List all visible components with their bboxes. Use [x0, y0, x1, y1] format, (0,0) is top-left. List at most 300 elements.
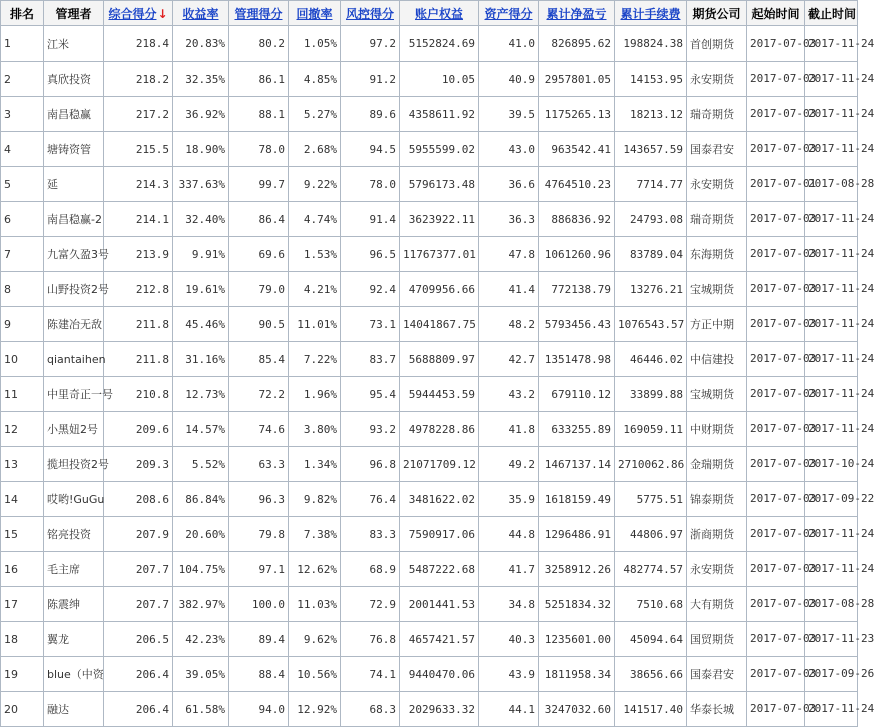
drawdown-cell: 5.27%	[289, 97, 341, 132]
table-row	[1, 552, 858, 587]
start-date-cell: 2017-07-03	[747, 272, 805, 307]
asset-score-cell: 43.0	[479, 132, 539, 167]
table-row	[1, 167, 858, 202]
fee-cell: 33899.88	[615, 377, 687, 412]
rank-cell: 1	[1, 26, 44, 62]
net-pnl-cell: 1351478.98	[539, 342, 615, 377]
rank-cell: 8	[1, 272, 44, 307]
company-cell: 中财期货	[687, 412, 747, 447]
rank-cell: 3	[1, 97, 44, 132]
manager-cell: 陈震绅	[44, 587, 104, 622]
start-date-cell: 2017-07-03	[747, 587, 805, 622]
company-cell: 中信建投	[687, 342, 747, 377]
mgmt-score-cell: 99.7	[229, 167, 289, 202]
start-date-cell: 2017-07-03	[747, 692, 805, 727]
fee-cell: 198824.38	[615, 26, 687, 62]
table-row	[1, 202, 858, 237]
company-cell: 首创期货	[687, 26, 747, 62]
rank-cell: 17	[1, 587, 44, 622]
asset-score-cell: 49.2	[479, 447, 539, 482]
end-date-cell: 2017-11-24	[805, 132, 858, 167]
score-cell: 218.4	[104, 26, 173, 62]
asset-score-cell: 44.8	[479, 517, 539, 552]
end-date-cell: 2017-08-28	[805, 167, 858, 202]
company-cell: 方正中期	[687, 307, 747, 342]
net-pnl-cell: 826895.62	[539, 26, 615, 62]
return-cell: 19.61%	[173, 272, 229, 307]
risk-score-cell: 83.3	[341, 517, 400, 552]
asset-score-cell: 43.2	[479, 377, 539, 412]
score-cell: 206.4	[104, 692, 173, 727]
start-date-cell: 2017-07-03	[747, 307, 805, 342]
equity-cell: 3623922.11	[400, 202, 479, 237]
start-date-cell: 2017-07-03	[747, 517, 805, 552]
fee-cell: 13276.21	[615, 272, 687, 307]
risk-score-cell: 76.4	[341, 482, 400, 517]
score-cell: 208.6	[104, 482, 173, 517]
drawdown-cell: 7.22%	[289, 342, 341, 377]
return-cell: 9.91%	[173, 237, 229, 272]
start-date-cell: 2017-07-03	[747, 622, 805, 657]
manager-cell: 真欣投资	[44, 62, 104, 97]
manager-cell: 延	[44, 167, 104, 202]
end-date-cell: 2017-11-24	[805, 26, 858, 62]
asset-score-cell: 39.5	[479, 97, 539, 132]
return-cell: 20.83%	[173, 26, 229, 62]
company-cell: 宝城期货	[687, 272, 747, 307]
asset-score-cell: 41.8	[479, 412, 539, 447]
net-pnl-cell: 1296486.91	[539, 517, 615, 552]
table-row	[1, 272, 858, 307]
fee-cell: 83789.04	[615, 237, 687, 272]
rank-cell: 13	[1, 447, 44, 482]
table-row	[1, 412, 858, 447]
rank-cell: 6	[1, 202, 44, 237]
header-row	[1, 1, 858, 26]
end-date-cell: 2017-08-28	[805, 587, 858, 622]
asset-score-cell: 41.0	[479, 26, 539, 62]
drawdown-cell: 1.34%	[289, 447, 341, 482]
fee-cell: 18213.12	[615, 97, 687, 132]
asset-score-cell: 47.8	[479, 237, 539, 272]
table-row	[1, 237, 858, 272]
col-start-header: 起始时间	[747, 1, 805, 26]
end-date-cell: 2017-11-23	[805, 622, 858, 657]
risk-score-cell: 74.1	[341, 657, 400, 692]
return-cell: 14.57%	[173, 412, 229, 447]
mgmt-score-cell: 79.8	[229, 517, 289, 552]
rank-cell: 11	[1, 377, 44, 412]
drawdown-cell: 9.22%	[289, 167, 341, 202]
risk-score-cell: 72.9	[341, 587, 400, 622]
score-cell: 213.9	[104, 237, 173, 272]
equity-cell: 5944453.59	[400, 377, 479, 412]
manager-cell: 小黑妞2号	[44, 412, 104, 447]
rank-cell: 9	[1, 307, 44, 342]
score-cell: 206.4	[104, 657, 173, 692]
score-cell: 209.3	[104, 447, 173, 482]
col-mgmt-score-header[interactable]: 管理得分	[229, 1, 289, 26]
manager-cell: qiantaihen	[44, 342, 104, 377]
asset-score-cell: 34.8	[479, 587, 539, 622]
score-cell: 212.8	[104, 272, 173, 307]
rank-cell: 5	[1, 167, 44, 202]
return-cell: 20.60%	[173, 517, 229, 552]
end-date-cell: 2017-11-24	[805, 62, 858, 97]
asset-score-cell: 41.7	[479, 552, 539, 587]
col-manager-header: 管理者	[44, 1, 104, 26]
company-cell: 国贸期货	[687, 622, 747, 657]
mgmt-score-cell: 89.4	[229, 622, 289, 657]
start-date-cell: 2017-07-03	[747, 97, 805, 132]
asset-score-cell: 35.9	[479, 482, 539, 517]
mgmt-score-cell: 96.3	[229, 482, 289, 517]
rank-cell: 18	[1, 622, 44, 657]
table-row	[1, 26, 858, 62]
return-cell: 42.23%	[173, 622, 229, 657]
net-pnl-cell: 772138.79	[539, 272, 615, 307]
end-date-cell: 2017-09-26	[805, 657, 858, 692]
drawdown-cell: 12.92%	[289, 692, 341, 727]
fee-cell: 5775.51	[615, 482, 687, 517]
score-cell: 210.8	[104, 377, 173, 412]
net-pnl-cell: 1235601.00	[539, 622, 615, 657]
drawdown-cell: 1.05%	[289, 26, 341, 62]
start-date-cell: 2017-07-03	[747, 342, 805, 377]
mgmt-score-cell: 80.2	[229, 26, 289, 62]
fee-cell: 38656.66	[615, 657, 687, 692]
end-date-cell: 2017-11-24	[805, 517, 858, 552]
col-company-header: 期货公司	[687, 1, 747, 26]
asset-score-cell: 44.1	[479, 692, 539, 727]
rank-cell: 14	[1, 482, 44, 517]
equity-cell: 5796173.48	[400, 167, 479, 202]
col-score-header[interactable]	[104, 1, 173, 26]
asset-score-cell: 40.9	[479, 62, 539, 97]
risk-score-cell: 83.7	[341, 342, 400, 377]
equity-cell: 7590917.06	[400, 517, 479, 552]
mgmt-score-cell: 78.0	[229, 132, 289, 167]
start-date-cell: 2017-07-03	[747, 377, 805, 412]
start-date-cell: 2017-07-03	[747, 132, 805, 167]
fee-cell: 7510.68	[615, 587, 687, 622]
company-cell: 永安期货	[687, 167, 747, 202]
rank-cell: 20	[1, 692, 44, 727]
start-date-cell: 2017-07-03	[747, 62, 805, 97]
mgmt-score-cell: 88.1	[229, 97, 289, 132]
company-cell: 宝城期货	[687, 377, 747, 412]
drawdown-cell: 10.56%	[289, 657, 341, 692]
asset-score-cell: 43.9	[479, 657, 539, 692]
return-cell: 104.75%	[173, 552, 229, 587]
risk-score-cell: 68.3	[341, 692, 400, 727]
asset-score-cell: 40.3	[479, 622, 539, 657]
equity-cell: 5487222.68	[400, 552, 479, 587]
table-row	[1, 692, 858, 727]
table-row	[1, 482, 858, 517]
col-asset-score-header[interactable]: 资产得分	[479, 1, 539, 26]
mgmt-score-cell: 88.4	[229, 657, 289, 692]
net-pnl-cell: 633255.89	[539, 412, 615, 447]
manager-cell: 山野投资2号	[44, 272, 104, 307]
score-cell: 217.2	[104, 97, 173, 132]
rank-cell: 7	[1, 237, 44, 272]
risk-score-cell: 68.9	[341, 552, 400, 587]
asset-score-cell: 48.2	[479, 307, 539, 342]
drawdown-cell: 1.96%	[289, 377, 341, 412]
company-cell: 金瑞期货	[687, 447, 747, 482]
manager-cell: 九富久盈3号	[44, 237, 104, 272]
risk-score-cell: 73.1	[341, 307, 400, 342]
net-pnl-cell: 679110.12	[539, 377, 615, 412]
company-cell: 浙商期货	[687, 517, 747, 552]
rank-cell: 15	[1, 517, 44, 552]
rank-cell: 10	[1, 342, 44, 377]
end-date-cell: 2017-11-24	[805, 552, 858, 587]
drawdown-cell: 2.68%	[289, 132, 341, 167]
col-net-pnl-header[interactable]: 累计净盈亏	[539, 1, 615, 26]
end-date-cell: 2017-11-24	[805, 272, 858, 307]
manager-cell: 南昌稳赢	[44, 97, 104, 132]
return-cell: 382.97%	[173, 587, 229, 622]
net-pnl-cell: 3247032.60	[539, 692, 615, 727]
company-cell: 瑞奇期货	[687, 202, 747, 237]
net-pnl-cell: 5251834.32	[539, 587, 615, 622]
fee-cell: 24793.08	[615, 202, 687, 237]
fee-cell: 141517.40	[615, 692, 687, 727]
end-date-cell: 2017-11-24	[805, 412, 858, 447]
score-cell: 211.8	[104, 307, 173, 342]
equity-cell: 10.05	[400, 62, 479, 97]
rank-cell: 4	[1, 132, 44, 167]
company-cell: 大有期货	[687, 587, 747, 622]
table-row	[1, 342, 858, 377]
start-date-cell: 2017-07-03	[747, 237, 805, 272]
score-cell: 211.8	[104, 342, 173, 377]
fee-cell: 14153.95	[615, 62, 687, 97]
fee-cell: 482774.57	[615, 552, 687, 587]
drawdown-cell: 4.21%	[289, 272, 341, 307]
manager-cell: 融达	[44, 692, 104, 727]
fee-cell: 2710062.86	[615, 447, 687, 482]
fee-cell: 143657.59	[615, 132, 687, 167]
company-cell: 国泰君安	[687, 657, 747, 692]
equity-cell: 2029633.32	[400, 692, 479, 727]
sort-desc-arrow-icon[interactable]: ↓	[157, 6, 168, 21]
drawdown-cell: 4.74%	[289, 202, 341, 237]
col-return-header[interactable]: 收益率	[173, 1, 229, 26]
score-cell: 206.5	[104, 622, 173, 657]
mgmt-score-cell: 63.3	[229, 447, 289, 482]
start-date-cell: 2017-07-03	[747, 482, 805, 517]
mgmt-score-cell: 72.2	[229, 377, 289, 412]
col-equity-header[interactable]: 账户权益	[400, 1, 479, 26]
drawdown-cell: 9.82%	[289, 482, 341, 517]
risk-score-cell: 96.5	[341, 237, 400, 272]
return-cell: 12.73%	[173, 377, 229, 412]
drawdown-cell: 12.62%	[289, 552, 341, 587]
mgmt-score-cell: 74.6	[229, 412, 289, 447]
net-pnl-cell: 1061260.96	[539, 237, 615, 272]
return-cell: 31.16%	[173, 342, 229, 377]
risk-score-cell: 91.2	[341, 62, 400, 97]
equity-cell: 4978228.86	[400, 412, 479, 447]
equity-cell: 14041867.75	[400, 307, 479, 342]
manager-cell: 陈建冶无敌	[44, 307, 104, 342]
risk-score-cell: 78.0	[341, 167, 400, 202]
risk-score-cell: 91.4	[341, 202, 400, 237]
return-cell: 61.58%	[173, 692, 229, 727]
rank-cell: 2	[1, 62, 44, 97]
risk-score-cell: 93.2	[341, 412, 400, 447]
drawdown-cell: 3.80%	[289, 412, 341, 447]
fee-cell: 45094.64	[615, 622, 687, 657]
company-cell: 锦泰期货	[687, 482, 747, 517]
score-cell: 209.6	[104, 412, 173, 447]
return-cell: 18.90%	[173, 132, 229, 167]
mgmt-score-cell: 79.0	[229, 272, 289, 307]
end-date-cell: 2017-10-24	[805, 447, 858, 482]
equity-cell: 4709956.66	[400, 272, 479, 307]
net-pnl-cell: 963542.41	[539, 132, 615, 167]
mgmt-score-cell: 90.5	[229, 307, 289, 342]
score-cell: 207.7	[104, 552, 173, 587]
score-cell: 215.5	[104, 132, 173, 167]
risk-score-cell: 92.4	[341, 272, 400, 307]
asset-score-cell: 42.7	[479, 342, 539, 377]
manager-cell: 中里奇正一号	[44, 377, 104, 412]
end-date-cell: 2017-11-24	[805, 692, 858, 727]
start-date-cell: 2017-07-03	[747, 26, 805, 62]
company-cell: 东海期货	[687, 237, 747, 272]
fee-cell: 1076543.57	[615, 307, 687, 342]
company-cell: 永安期货	[687, 62, 747, 97]
net-pnl-cell: 1618159.49	[539, 482, 615, 517]
end-date-cell: 2017-11-24	[805, 377, 858, 412]
col-rank-header: 排名	[1, 1, 44, 26]
manager-cell: 揽坦投资2号	[44, 447, 104, 482]
end-date-cell: 2017-11-24	[805, 237, 858, 272]
col-drawdown-header[interactable]: 回撤率	[289, 1, 341, 26]
drawdown-cell: 1.53%	[289, 237, 341, 272]
drawdown-cell: 7.38%	[289, 517, 341, 552]
mgmt-score-cell: 97.1	[229, 552, 289, 587]
start-date-cell: 2017-07-03	[747, 552, 805, 587]
score-cell: 214.3	[104, 167, 173, 202]
risk-score-cell: 76.8	[341, 622, 400, 657]
table-row	[1, 622, 858, 657]
score-cell: 207.7	[104, 587, 173, 622]
company-cell: 华泰长城	[687, 692, 747, 727]
manager-cell: 毛主席	[44, 552, 104, 587]
equity-cell: 3481622.02	[400, 482, 479, 517]
fee-cell: 46446.02	[615, 342, 687, 377]
col-risk-score-header[interactable]: 风控得分	[341, 1, 400, 26]
end-date-cell: 2017-11-24	[805, 342, 858, 377]
risk-score-cell: 97.2	[341, 26, 400, 62]
mgmt-score-cell: 94.0	[229, 692, 289, 727]
net-pnl-cell: 4764510.23	[539, 167, 615, 202]
start-date-cell: 2017-07-03	[747, 447, 805, 482]
rank-cell: 19	[1, 657, 44, 692]
net-pnl-cell: 5793456.43	[539, 307, 615, 342]
end-date-cell: 2017-11-24	[805, 97, 858, 132]
risk-score-cell: 95.4	[341, 377, 400, 412]
drawdown-cell: 9.62%	[289, 622, 341, 657]
net-pnl-cell: 1811958.34	[539, 657, 615, 692]
table-row	[1, 307, 858, 342]
col-fee-header[interactable]: 累计手续费	[615, 1, 687, 26]
manager-cell: 哎哟!GuGu	[44, 482, 104, 517]
mgmt-score-cell: 69.6	[229, 237, 289, 272]
start-date-cell: 2017-07-03	[747, 412, 805, 447]
table-row	[1, 62, 858, 97]
return-cell: 86.84%	[173, 482, 229, 517]
drawdown-cell: 4.85%	[289, 62, 341, 97]
manager-cell: 铭亮投资	[44, 517, 104, 552]
start-date-cell: 2017-07-01	[747, 167, 805, 202]
mgmt-score-cell: 86.4	[229, 202, 289, 237]
fee-cell: 169059.11	[615, 412, 687, 447]
manager-cell: blue（中资	[44, 657, 104, 692]
end-date-cell: 2017-11-24	[805, 307, 858, 342]
fee-cell: 7714.77	[615, 167, 687, 202]
net-pnl-cell: 886836.92	[539, 202, 615, 237]
manager-cell: 南昌稳赢-2	[44, 202, 104, 237]
equity-cell: 21071709.12	[400, 447, 479, 482]
return-cell: 32.40%	[173, 202, 229, 237]
fee-cell: 44806.97	[615, 517, 687, 552]
return-cell: 45.46%	[173, 307, 229, 342]
mgmt-score-cell: 85.4	[229, 342, 289, 377]
return-cell: 36.92%	[173, 97, 229, 132]
equity-cell: 4657421.57	[400, 622, 479, 657]
table-row	[1, 132, 858, 167]
table-row	[1, 587, 858, 622]
equity-cell: 4358611.92	[400, 97, 479, 132]
net-pnl-cell: 1175265.13	[539, 97, 615, 132]
risk-score-cell: 89.6	[341, 97, 400, 132]
drawdown-cell: 11.03%	[289, 587, 341, 622]
manager-cell: 翼龙	[44, 622, 104, 657]
net-pnl-cell: 1467137.14	[539, 447, 615, 482]
manager-cell: 江米	[44, 26, 104, 62]
risk-score-cell: 94.5	[341, 132, 400, 167]
asset-score-cell: 36.6	[479, 167, 539, 202]
table-row	[1, 517, 858, 552]
score-cell: 218.2	[104, 62, 173, 97]
asset-score-cell: 36.3	[479, 202, 539, 237]
equity-cell: 2001441.53	[400, 587, 479, 622]
score-cell: 207.9	[104, 517, 173, 552]
mgmt-score-cell: 100.0	[229, 587, 289, 622]
net-pnl-cell: 3258912.26	[539, 552, 615, 587]
end-date-cell: 2017-11-24	[805, 202, 858, 237]
net-pnl-cell: 2957801.05	[539, 62, 615, 97]
asset-score-cell: 41.4	[479, 272, 539, 307]
equity-cell: 5152824.69	[400, 26, 479, 62]
equity-cell: 5688809.97	[400, 342, 479, 377]
company-cell: 瑞奇期货	[687, 97, 747, 132]
company-cell: 永安期货	[687, 552, 747, 587]
company-cell: 国泰君安	[687, 132, 747, 167]
col-score-label[interactable]: 综合得分	[108, 6, 157, 21]
table-row	[1, 377, 858, 412]
manager-cell: 塘铸资管	[44, 132, 104, 167]
col-end-header: 截止时间	[805, 1, 858, 26]
start-date-cell: 2017-07-03	[747, 657, 805, 692]
return-cell: 337.63%	[173, 167, 229, 202]
